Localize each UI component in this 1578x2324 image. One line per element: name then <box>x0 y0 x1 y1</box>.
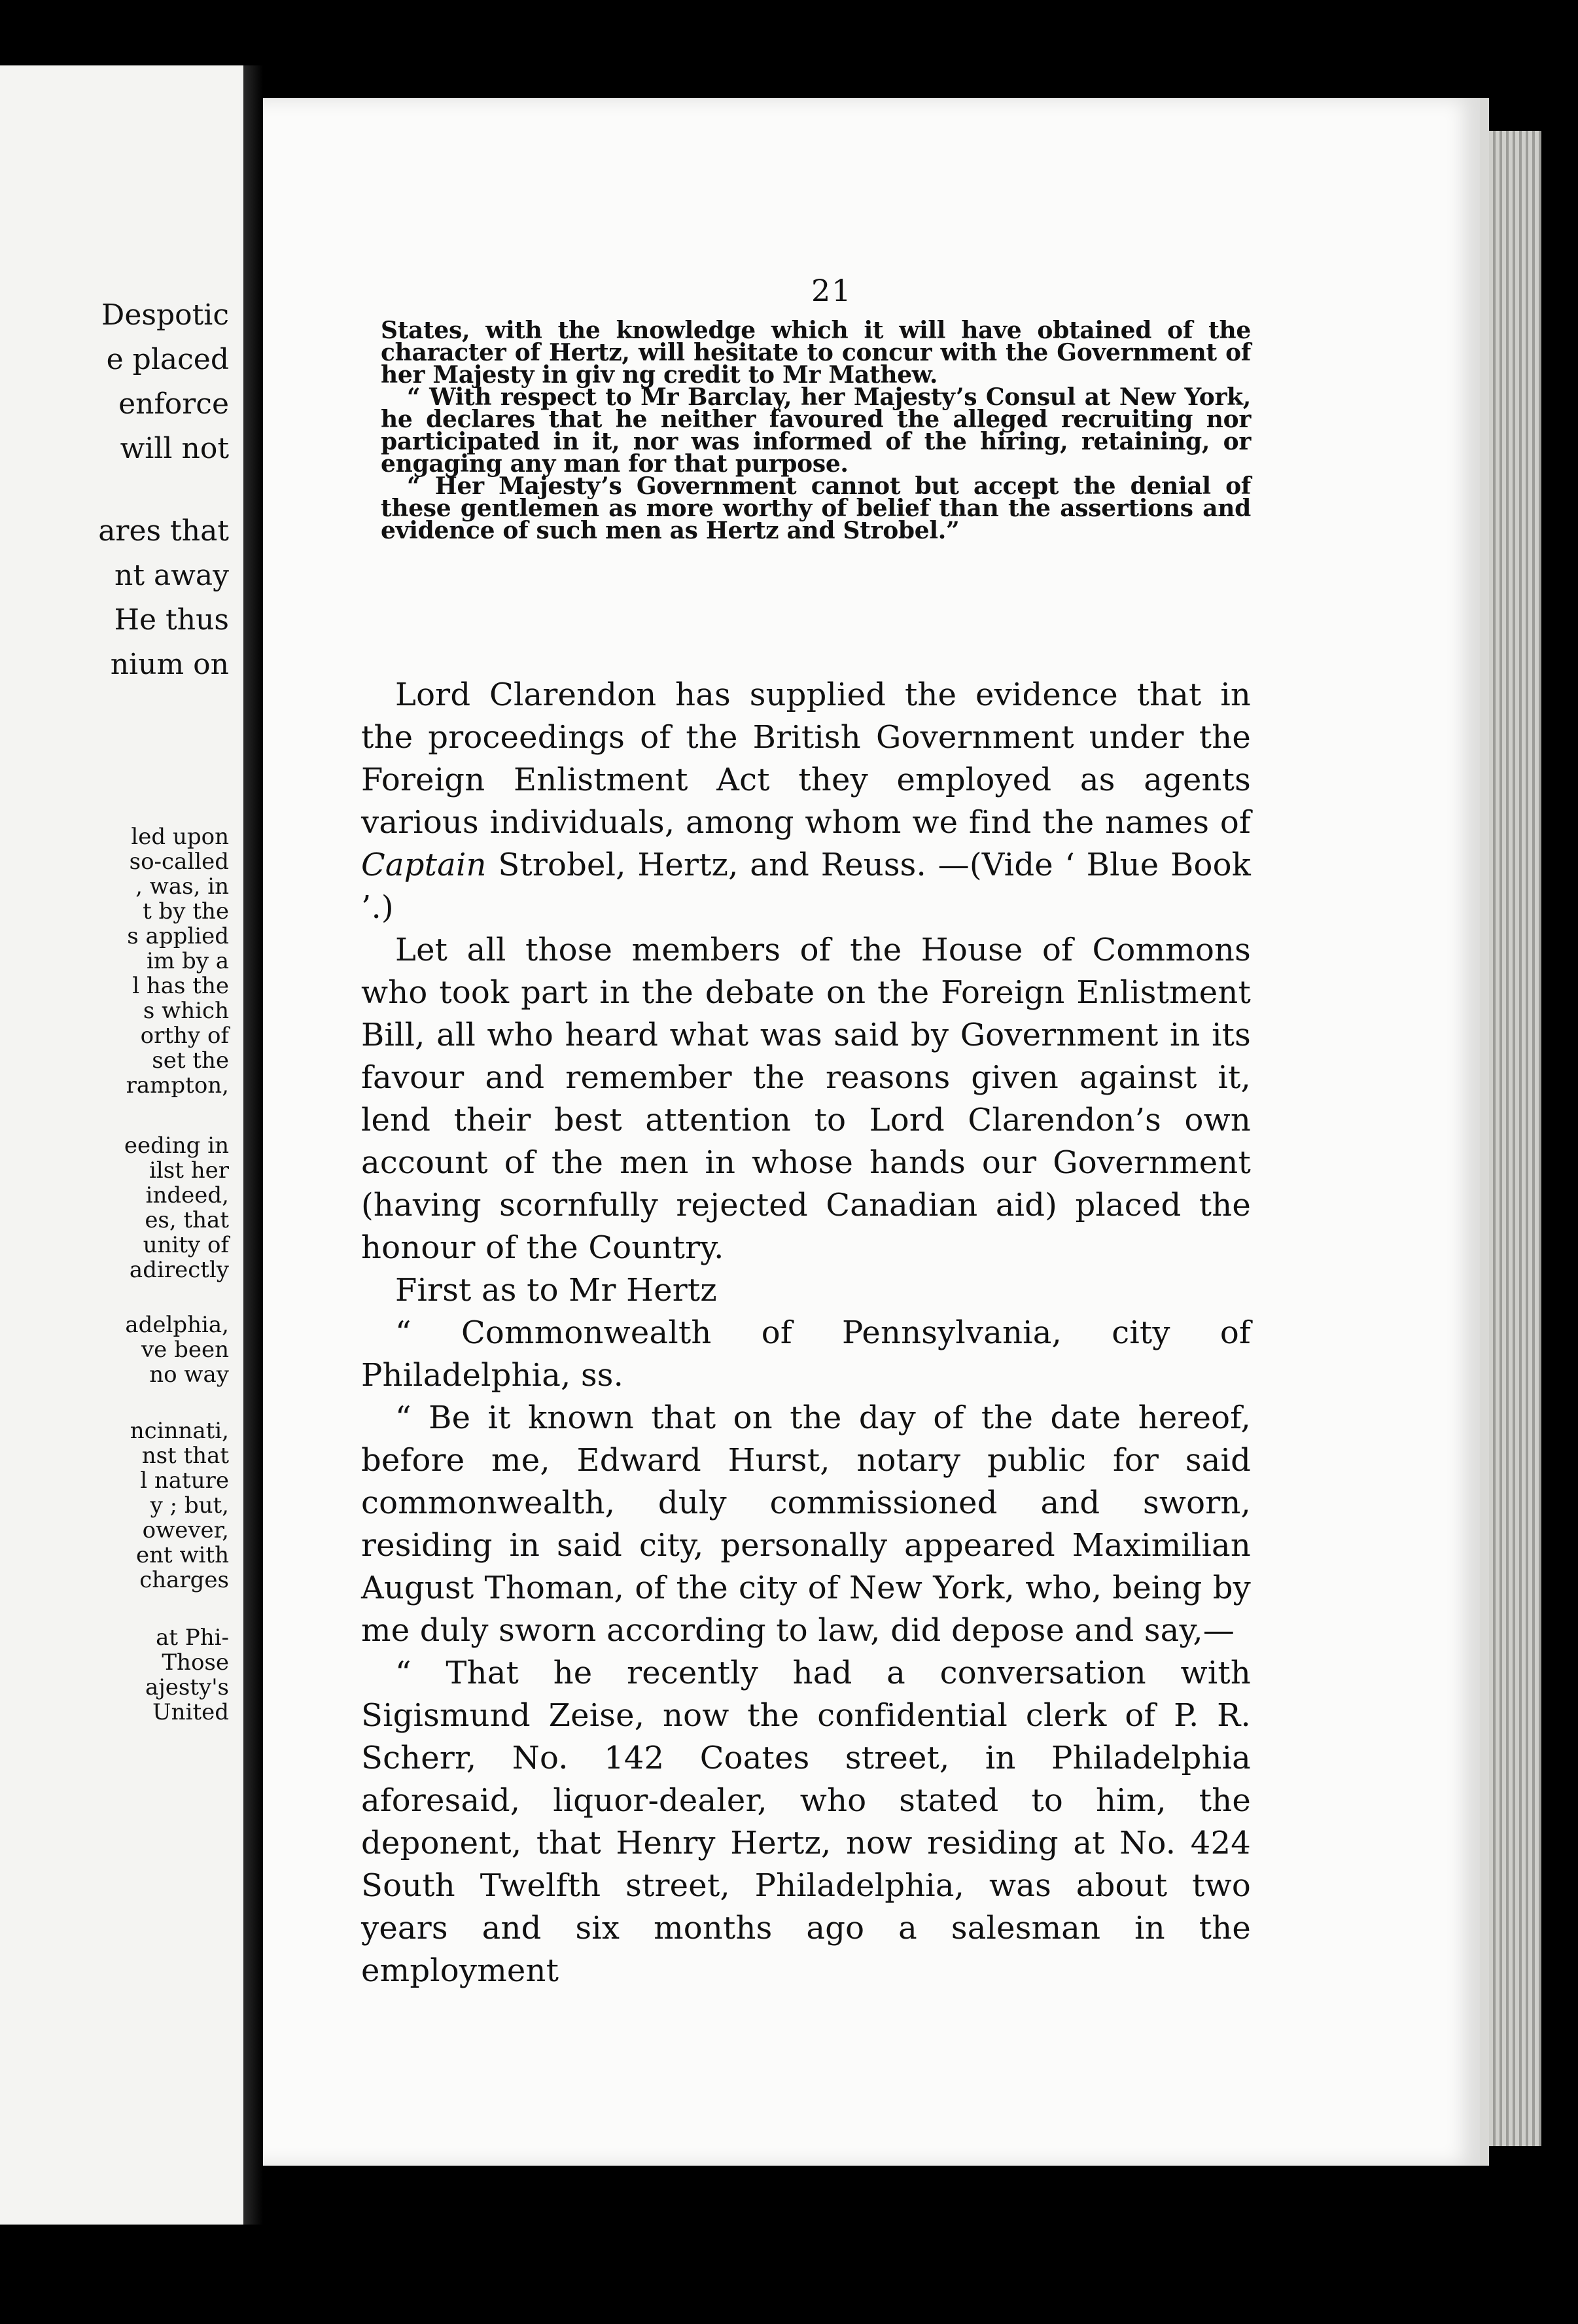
quote-paragraph-1: States, with the knowledge which it will have obtained of the character of Hertz, will hesitate to concur with the Government of her Majesty in giv ng credit to Mr Mathew. <box>381 317 1251 389</box>
left-page-line-fragment: unity of <box>143 1232 229 1258</box>
quoted-letter-block <box>381 319 1251 542</box>
left-page-line-fragment: charges <box>139 1567 229 1593</box>
page-edges <box>1489 131 1541 2146</box>
p1-italic-word: Captain <box>361 847 487 883</box>
left-page-line-fragment: at Phi- <box>156 1625 229 1651</box>
quote-paragraph-3: “ Her Majesty’s Government cannot but accept the denial of these gentlemen as more worthy of belief than the assertions and evidence of such men as Hertz and Strobel.” <box>381 472 1251 544</box>
left-page-line-fragment: will not <box>120 432 229 465</box>
left-page-line-fragment: so-called <box>129 849 229 875</box>
left-page-line-fragment: enforce <box>118 387 229 421</box>
left-page-line-fragment: nt away <box>114 559 229 592</box>
left-page-line-fragment: y ; but, <box>150 1492 229 1519</box>
left-page-line-fragment: owever, <box>142 1517 229 1543</box>
left-page-line-fragment: t by the <box>143 898 229 924</box>
quote-paragraph-2: “ With respect to Mr Barclay, her Majesty’s Consul at New York, he declares that he neither favoured the alleged recruiting nor participated in it, nor was informed of the hiring, retaining, or engaging any man for that purpose. <box>381 383 1251 478</box>
left-page-line-fragment: nst that <box>141 1443 229 1469</box>
body-paragraph-2: Let all those members of the House of Commons who took part in the debate on the Foreign Enlistment Bill, all who heard what was said by Government in its favour and remember the reasons given against it, lend their best attention to Lord Clarendon’s own account of the men in whose hands our Government (having scornfully rejected Canadian aid) placed the honour of the Country. <box>361 932 1251 1266</box>
left-page-line-fragment: adirectly <box>129 1257 229 1283</box>
left-page-line-fragment: nium on <box>110 648 229 681</box>
body-paragraph-4: “ Commonwealth of Pennsylvania, city of Philadelphia, ss. <box>361 1314 1251 1394</box>
left-page-line-fragment: , was, in <box>135 873 229 900</box>
left-page-line-fragment: ilst her <box>149 1157 229 1184</box>
page-number: 21 <box>811 273 852 308</box>
left-page-line-fragment: s which <box>143 998 229 1024</box>
left-page-line-fragment: Despotic <box>101 298 229 332</box>
body-paragraph-6: “ That he recently had a conversation with Sigismund Zeise, now the confidential clerk of P. R. Scherr, No. 142 Coates street, in Philadelphia aforesaid, liquor-dealer, who stated to him, the deponent, that Henry Hertz, now residing at No. 424 South Twelfth street, Philadelphia, was about two years and six months ago a salesman in the employment <box>361 1655 1251 1989</box>
left-page-line-fragment: ent with <box>135 1542 229 1568</box>
left-page-line-fragment: adelphia, <box>125 1312 229 1338</box>
left-page-line-fragment: rampton, <box>126 1072 229 1099</box>
left-page-line-fragment: es, that <box>145 1207 229 1233</box>
left-page-line-fragment: s applied <box>127 923 229 949</box>
left-page-line-fragment: led upon <box>131 824 229 850</box>
left-page-line-fragment: l nature <box>140 1468 229 1494</box>
left-page-line-fragment: orthy of <box>140 1023 229 1049</box>
body-paragraph-3: First as to Mr Hertz <box>395 1272 717 1309</box>
left-page-line-fragment: ncinnati, <box>130 1418 229 1444</box>
left-page-line-fragment: ajesty's <box>145 1674 229 1700</box>
main-text <box>361 674 1251 1992</box>
left-page-line-fragment: ve been <box>141 1337 229 1363</box>
left-page-line-fragment: no way <box>149 1362 229 1388</box>
body-paragraph-1 <box>361 674 1251 929</box>
book-gutter <box>243 65 263 2225</box>
left-page-line-fragment: im by a <box>147 948 229 974</box>
previous-page-fragment <box>0 65 243 2225</box>
left-page-line-fragment: He thus <box>114 603 229 637</box>
left-page-line-fragment: Those <box>162 1649 229 1676</box>
left-page-line-fragment: e placed <box>106 343 229 376</box>
left-page-line-fragment: eeding in <box>124 1133 229 1159</box>
left-page-line-fragment: ares that <box>98 514 229 548</box>
p1-text-end: Strobel, Hertz, and Reuss. —(Vide ‘ Blue Book ’.) <box>361 847 1251 926</box>
left-page-line-fragment: United <box>152 1699 229 1725</box>
left-page-line-fragment: l has the <box>132 973 229 999</box>
left-page-line-fragment: set the <box>152 1048 229 1074</box>
left-page-line-fragment: indeed, <box>145 1182 229 1208</box>
p1-text-start: Lord Clarendon has supplied the evidence that in the proceedings of the British Government under the Foreign Enlistment Act they employed as agents various individuals, among whom we find the names of <box>361 677 1251 841</box>
body-paragraph-5: “ Be it known that on the day of the date hereof, before me, Edward Hurst, notary public for said commonwealth, duly commissioned and sworn, residing in said city, personally appeared Maximilian August Thoman, of the city of New York, who, being by me duly sworn according to law, did depose and say,— <box>361 1400 1251 1649</box>
